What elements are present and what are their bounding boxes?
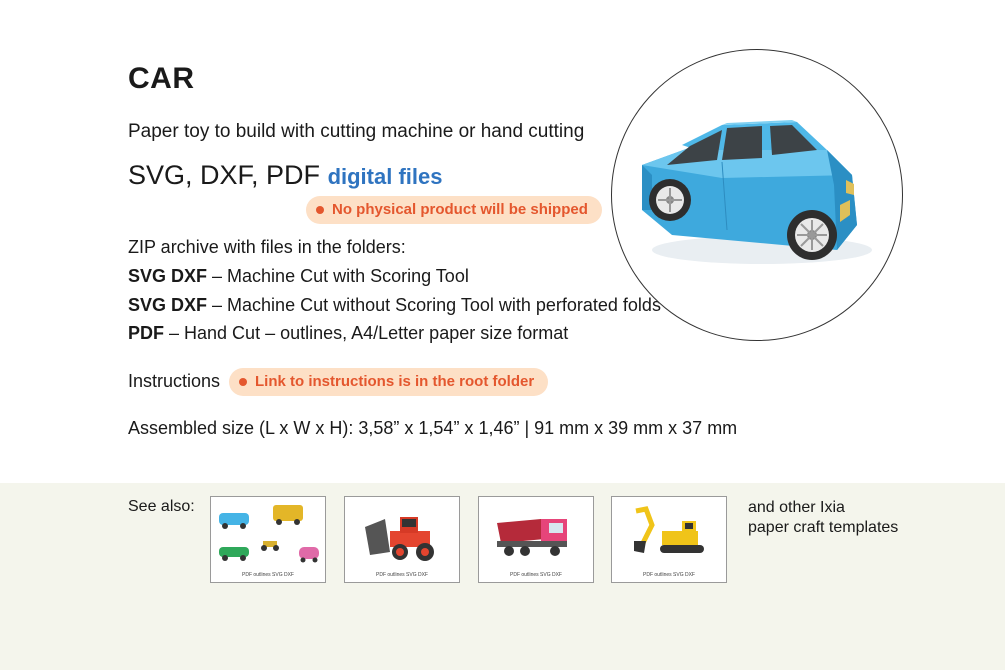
thumbnail-bulldozer[interactable] (344, 496, 460, 583)
car-illustration (612, 50, 902, 340)
other-templates-text (748, 498, 898, 538)
page-title: CAR (128, 62, 195, 95)
other-line-2: paper craft templates (748, 519, 899, 536)
see-also-label: See also: (128, 498, 195, 515)
bullet-dot-icon (239, 378, 247, 386)
other-line-1: and other Ixia (748, 499, 845, 516)
thumbnail-footer: PDF outlines SVG DXF (376, 572, 428, 578)
dump-truck-image (479, 497, 594, 569)
instructions-label: Instructions (128, 371, 221, 391)
formats-text: SVG, DXF, PDF (128, 160, 321, 190)
folder-description: – Hand Cut – outlines, A4/Letter paper size format (169, 323, 569, 343)
excavator-image (612, 497, 727, 569)
folder-item (128, 266, 469, 287)
thumbnail-cars-set[interactable] (210, 496, 326, 583)
folder-label: SVG DXF (128, 266, 208, 286)
instructions-note: Link to instructions is in the root folder (255, 373, 535, 390)
bulldozer-image (345, 497, 460, 569)
product-image-circle (611, 49, 903, 341)
digital-files-highlight: digital files (327, 164, 443, 189)
assembled-size: Assembled size (L x W x H): 3,58” x 1,54” x 1,46” | 91 mm x 39 mm x 37 mm (128, 418, 738, 438)
product-subtitle: Paper toy to build with cutting machine or hand cutting (128, 121, 585, 142)
thumbnail-excavator[interactable] (611, 496, 727, 583)
folder-description: – Machine Cut with Scoring Tool (212, 266, 469, 286)
folder-item (128, 295, 661, 316)
bullet-dot-icon (316, 206, 324, 214)
thumbnail-dump-truck[interactable] (478, 496, 594, 583)
no-shipping-text: No physical product will be shipped (332, 201, 588, 218)
folder-item (128, 323, 568, 344)
file-formats (128, 160, 442, 191)
folder-label: SVG DXF (128, 295, 208, 315)
cars-set-image (211, 497, 326, 569)
thumbnail-footer: PDF outlines SVG DXF (643, 572, 695, 578)
folder-label: PDF (128, 323, 164, 343)
thumbnail-footer: PDF outlines SVG DXF (242, 572, 294, 578)
thumbnail-footer: PDF outlines SVG DXF (510, 572, 562, 578)
no-shipping-badge (306, 196, 602, 224)
folder-description: – Machine Cut without Scoring Tool with perforated folds (212, 295, 661, 315)
zip-archive-heading: ZIP archive with files in the folders: (128, 237, 406, 257)
instructions-badge (229, 368, 548, 396)
